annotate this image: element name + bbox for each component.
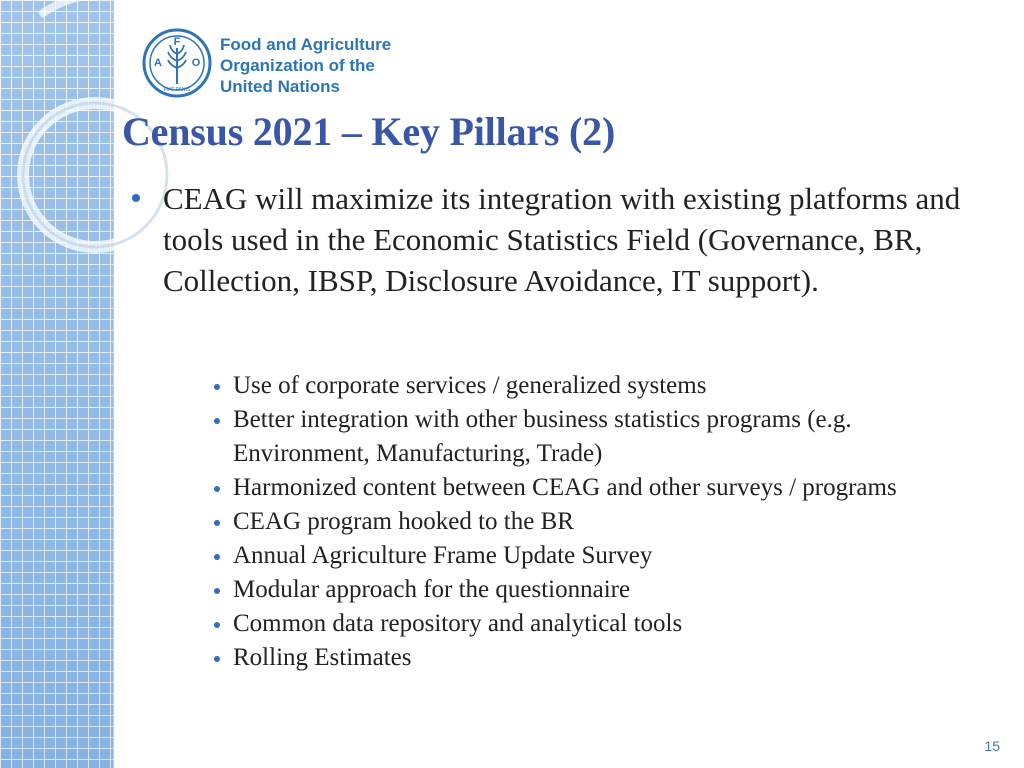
slide-title: Census 2021 – Key Pillars (2)	[122, 109, 616, 154]
bullet-dot-icon	[214, 520, 220, 526]
sub-bullet-item	[212, 641, 972, 675]
sub-bullet-text: Common data repository and analytical tools	[233, 610, 683, 637]
sub-bullet-text: Modular approach for the questionnaire	[233, 576, 631, 603]
sub-bullet-item	[212, 403, 972, 471]
sub-bullet-item	[212, 505, 972, 539]
sub-bullet-list	[212, 369, 972, 675]
bullet-dot-icon	[214, 418, 220, 424]
logo-line-1: Food and Agriculture	[220, 35, 392, 54]
emblem-letter-f: F	[173, 36, 181, 48]
page-number: 15	[984, 738, 1000, 754]
sub-bullet-text: Better integration with other business statistics programs (e.g. Environment, Manufacturing, Trade)	[233, 406, 852, 467]
sub-bullet-item	[212, 369, 972, 403]
emblem-motto: FIAT PANIS	[163, 87, 191, 93]
sub-bullet-item	[212, 573, 972, 607]
emblem-letter-o: O	[191, 57, 201, 69]
bullet-dot-icon	[214, 486, 220, 492]
bullet-dot-icon	[214, 384, 220, 390]
sub-bullet-text: Use of corporate services / generalized systems	[233, 372, 707, 399]
fao-emblem-icon	[142, 28, 212, 98]
bullet-dot-icon	[214, 656, 220, 662]
bullet-dot-icon	[214, 554, 220, 560]
sub-bullet-text: Annual Agriculture Frame Update Survey	[233, 542, 653, 569]
sub-bullet-text: CEAG program hooked to the BR	[233, 508, 574, 535]
bullet-dot-icon	[132, 194, 140, 202]
sub-bullet-text: Harmonized content between CEAG and other surveys / programs	[233, 474, 897, 501]
fao-logo-text	[220, 34, 391, 97]
sub-bullet-item	[212, 607, 972, 641]
logo-line-2: Organization of the	[220, 56, 375, 75]
emblem-letter-a: A	[154, 57, 162, 69]
fao-logo	[142, 28, 392, 100]
sub-bullet-item	[212, 539, 972, 573]
sub-bullet-item	[212, 471, 972, 505]
bullet-dot-icon	[214, 622, 220, 628]
sub-bullet-text: Rolling Estimates	[233, 644, 412, 671]
bullet-dot-icon	[214, 588, 220, 594]
main-bullet-text: CEAG will maximize its integration with existing platforms and tools used in the Economic Statistics Field (Governance, BR, Collection, IBSP, Disclosure Avoidance, IT support).	[163, 181, 961, 298]
logo-line-3: United Nations	[220, 77, 340, 96]
main-bullet	[132, 178, 972, 301]
